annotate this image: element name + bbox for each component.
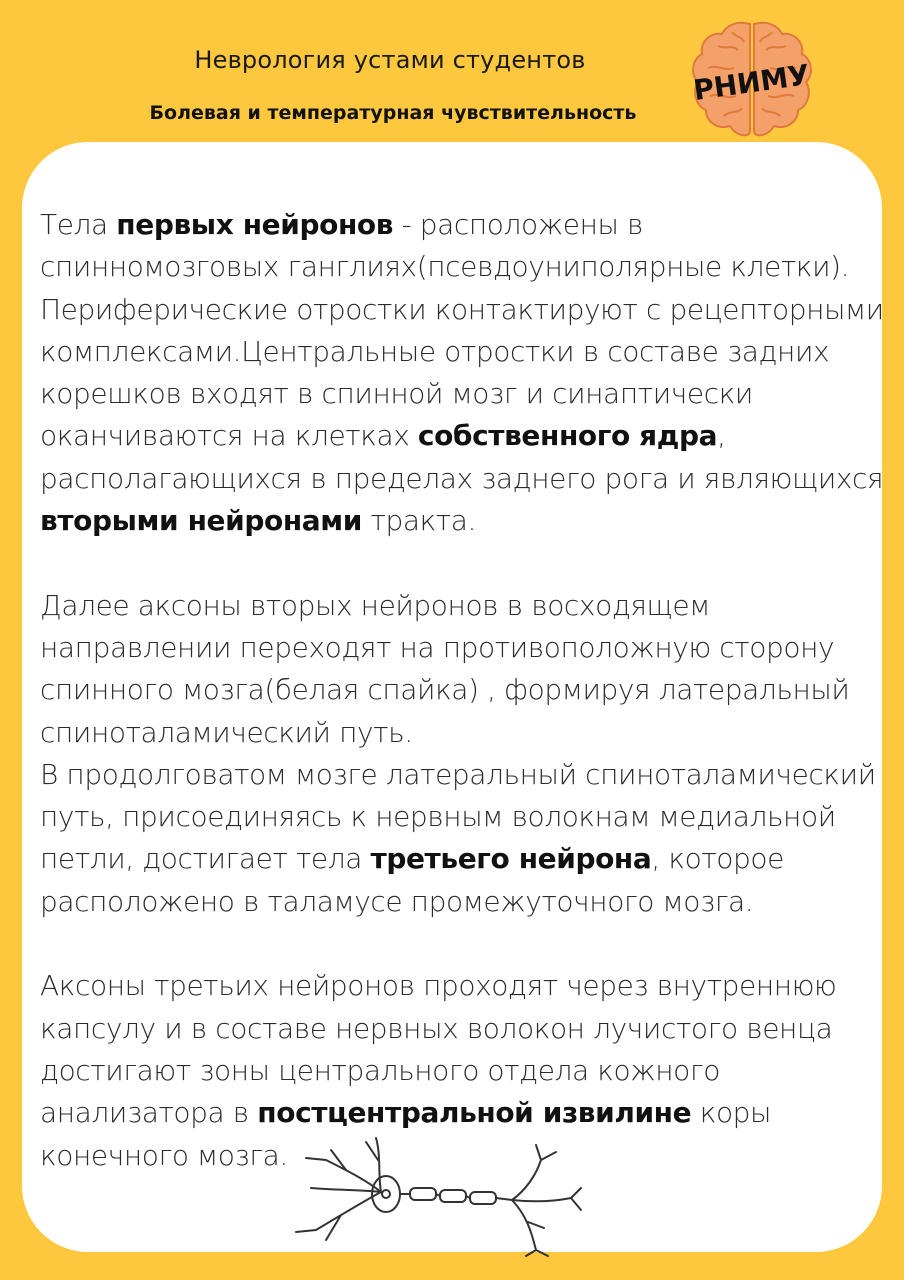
term-third-neuron: третьего нейрона [370,842,652,876]
text-run: коры [691,1096,772,1130]
text-run: капсулу и в составе нервных волокон лучистого венца [40,1011,833,1045]
text-run: Далее аксоны вторых нейронов в восходящем [40,588,710,622]
text-run: путь, присоединяясь к нервным волокнам медиальной [40,800,836,834]
logo-text: РНИМУ [691,58,812,108]
text-run: спиноталамический путь. [40,715,413,749]
paragraph-first-neurons [40,204,890,542]
term-second-neurons: вторыми нейронами [40,504,362,538]
page-header-title: Неврология устами студентов [194,46,586,74]
text-run: оканчиваются на клетках [40,419,418,453]
text-run: располагающихся в пределах заднего рога и являющихся [40,461,884,495]
term-postcentral-gyrus: постцентральной извилине [257,1096,692,1130]
text-run: Аксоны третьих нейронов проходят через внутреннюю [40,969,837,1003]
text-run: , которое [651,842,784,876]
text-run: конечного мозга. [40,1138,288,1172]
text-run: корешков входят в спинной мозг и синаптически [40,377,753,411]
page-header-subtitle: Болевая и температурная чувствительность [149,102,637,124]
text-run: достигают зоны центрального отдела кожного [40,1053,720,1087]
text-run: В продолговатом мозге латеральный спиноталамический [40,757,876,791]
text-run: Тела [40,208,117,241]
paragraph-medulla [40,754,890,923]
text-run: петли, достигает тела [40,842,371,876]
text-run: направлении переходят на противоположную сторону [40,630,835,664]
article-text [40,204,890,1177]
term-first-neurons: первых нейронов [116,208,394,241]
text-run: , [717,419,726,453]
text-run: Периферические отростки контактируют с рецепторными [40,292,884,326]
text-run: тракта. [361,504,477,538]
text-run: - расположены в [393,208,644,241]
paragraph-second-neurons [40,585,890,754]
text-run: спинного мозга(белая спайка) , формируя латеральный [40,673,850,707]
text-run: комплексами.Центральные отростки в составе задних [40,334,830,368]
brain-logo-icon [688,16,816,144]
text-run: анализатора в [40,1096,258,1130]
term-own-nucleus: собственного ядра [417,419,718,453]
text-run: спинномозговых ганглиях(псевдоуниполярные клетки). [40,250,850,284]
neuron-illustration-icon [286,1130,586,1260]
text-run: расположено в таламусе промежуточного мозга. [40,884,754,918]
